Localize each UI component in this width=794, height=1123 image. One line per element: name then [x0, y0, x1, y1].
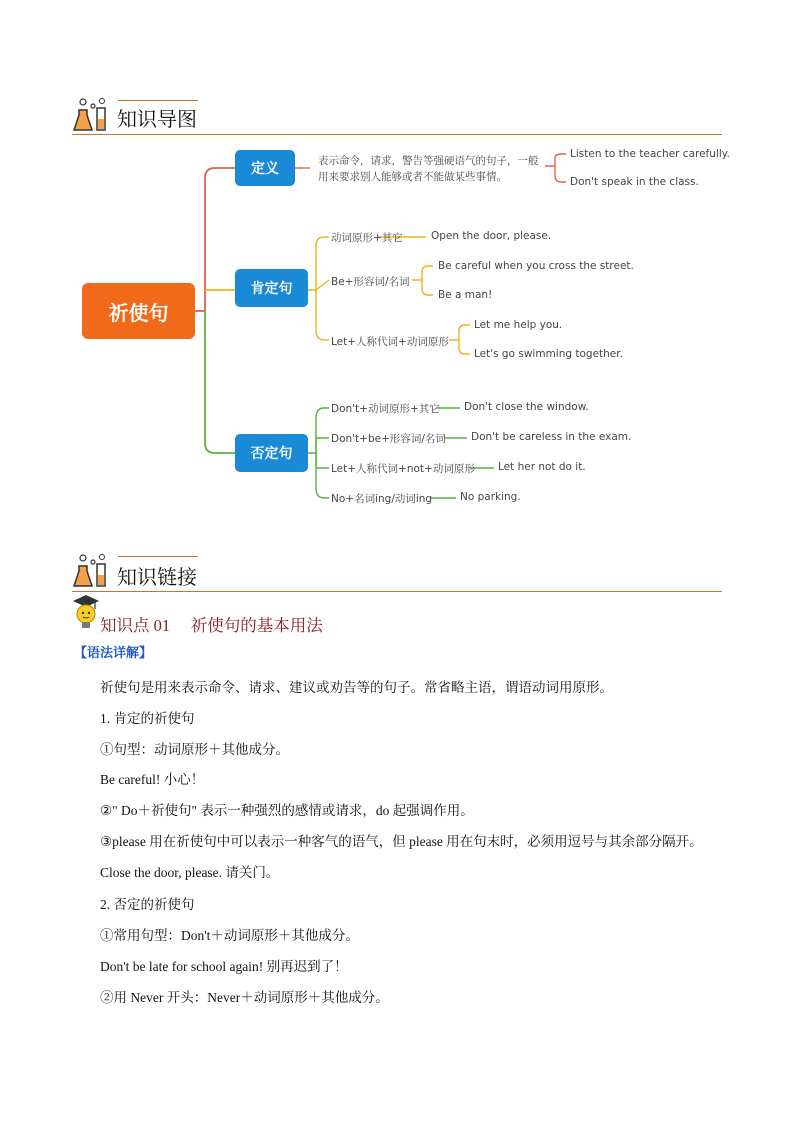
definition-text-1: 表示命令，请求，警告等强硬语气的句子，一般: [318, 155, 539, 167]
body-line: 2. 否定的祈使句: [100, 897, 195, 912]
definition-example: Listen to the teacher carefully.: [570, 148, 730, 160]
negative-example: Let her not do it.: [498, 461, 586, 473]
body-line: ①句型：动词原形＋其他成分。: [100, 742, 289, 757]
positive-example: Be careful when you cross the street.: [438, 260, 634, 272]
root-node: [82, 283, 195, 339]
negative-label: 否定句: [250, 446, 293, 462]
positive-rule: Let+人称代词+动词原形: [331, 336, 449, 348]
positive-rule: 动词原形+其它: [331, 232, 403, 244]
body-line: Be careful! 小心！: [100, 772, 205, 787]
negative-rule: No+名词ing/动词ing: [331, 493, 433, 505]
grammar-detail-tag: 【语法详解】: [74, 646, 153, 661]
body-line: Close the door, please. 请关门。: [100, 865, 280, 880]
definition-example: Don't speak in the class.: [570, 176, 699, 188]
graduate-bulb-icon: [70, 592, 102, 632]
body-line: ③please 用在祈使句中可以表示一种客气的语气，但 please 用在句末时，必须用逗号与其余部分隔开。: [100, 834, 703, 849]
section-top-rule: [118, 556, 198, 557]
body-line: Don't be late for school again! 别再迟到了！: [100, 959, 348, 974]
knowledge-point-title: 知识点 01 祈使句的基本用法: [100, 616, 323, 635]
positive-example: Be a man!: [438, 289, 493, 301]
negative-example: Don't close the window.: [464, 401, 589, 413]
lab-flask-icon: [72, 552, 112, 590]
body-line: 1. 肯定的祈使句: [100, 711, 195, 726]
negative-rule: Don't+be+形容词/名词: [331, 433, 446, 445]
positive-label: 肯定句: [250, 281, 293, 297]
root-label: 祈使句: [108, 300, 169, 325]
positive-example: Let's go swimming together.: [474, 348, 623, 360]
section-rule: [72, 591, 722, 592]
body-line: ②用 Never 开头：Never＋动词原形＋其他成分。: [100, 990, 389, 1005]
positive-node: [235, 269, 308, 307]
section-title-link: 知识链接: [117, 565, 197, 589]
body-line: ①常用句型：Don't＋动词原形＋其他成分。: [100, 928, 359, 943]
positive-example: Open the door, please.: [431, 230, 552, 242]
definition-text-2: 用来要求别人能够或者不能做某些事情。: [318, 171, 507, 183]
negative-example: No parking.: [460, 491, 521, 503]
negative-node: [235, 434, 308, 472]
positive-rule: Be+形容词/名词: [331, 276, 410, 288]
definition-label: 定义: [251, 161, 279, 177]
negative-example: Don't be careless in the exam.: [471, 431, 632, 443]
body-line: 祈使句是用来表示命令、请求、建议或劝告等的句子。常省略主语，谓语动词用原形。: [100, 680, 613, 695]
positive-example: Let me help you.: [474, 319, 563, 331]
negative-rule: Don't+动词原形+其它: [331, 403, 440, 415]
definition-node: [235, 150, 295, 186]
negative-rule: Let+人称代词+not+动词原形: [331, 463, 475, 475]
body-line: ②" Do＋祈使句" 表示一种强烈的感情或请求，do 起强调作用。: [100, 803, 474, 818]
section-title-map: 知识导图: [117, 107, 197, 131]
